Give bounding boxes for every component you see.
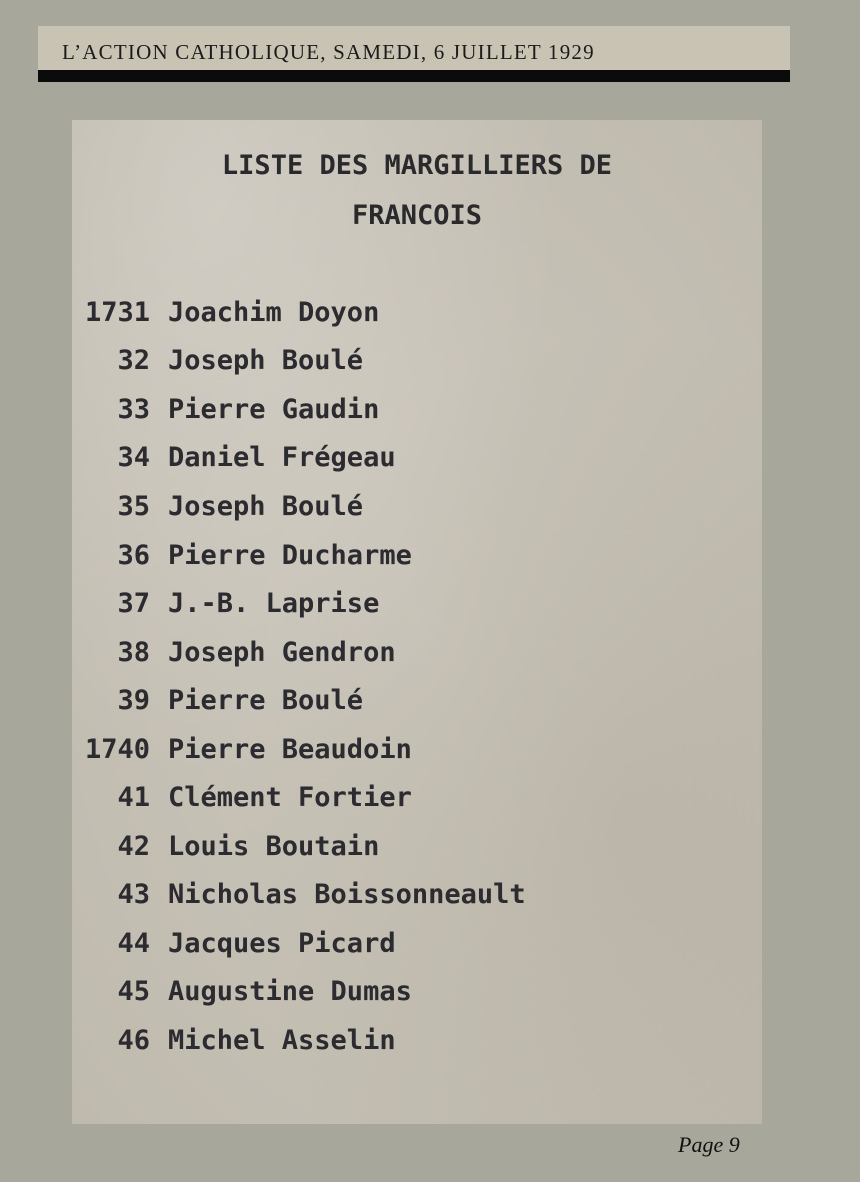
newspaper-masthead	[38, 26, 790, 70]
entry-year: 34	[117, 442, 150, 473]
list-item	[72, 588, 672, 628]
entry-name: Joseph Boulé	[168, 345, 364, 376]
list-item	[72, 831, 672, 871]
entry-name: Pierre Boulé	[168, 685, 364, 716]
entry-year: 36	[117, 540, 150, 571]
entry-name: Joseph Gendron	[168, 637, 396, 668]
entry-year: 38	[117, 637, 150, 668]
list-item	[72, 928, 672, 968]
entry-name: Jacques Picard	[168, 928, 396, 959]
entry-name: Nicholas Boissonneault	[168, 879, 526, 910]
clipping-title-line-1: LISTE DES MARGILLIERS DE	[221, 150, 613, 181]
entry-year: 37	[117, 588, 150, 619]
entry-year: 1740	[84, 734, 150, 765]
entry-year: 32	[117, 345, 150, 376]
entry-year: 1731	[84, 297, 150, 328]
list-item	[72, 540, 672, 580]
list-item	[72, 976, 672, 1016]
list-item	[72, 394, 672, 434]
entry-year: 33	[117, 394, 150, 425]
entry-name: Pierre Gaudin	[168, 394, 380, 425]
entry-year: 44	[117, 928, 150, 959]
entry-name: Michel Asselin	[168, 1025, 396, 1056]
page-number: Page 9	[678, 1132, 740, 1157]
entry-name: J.-B. Laprise	[168, 588, 380, 619]
list-item	[72, 491, 672, 531]
newspaper-clipping	[72, 120, 762, 1124]
list-item	[72, 637, 672, 677]
entry-name: Louis Boutain	[168, 831, 380, 862]
list-item	[72, 879, 672, 919]
entry-name: Joseph Boulé	[168, 491, 364, 522]
list-item	[72, 782, 672, 822]
entry-name: Joachim Doyon	[168, 297, 380, 328]
entry-name: Pierre Beaudoin	[168, 734, 412, 765]
list-item	[72, 345, 672, 385]
entry-name: Daniel Frégeau	[168, 442, 396, 473]
entry-name: Augustine Dumas	[168, 976, 412, 1007]
entry-year: 41	[117, 782, 150, 813]
entry-year: 43	[117, 879, 150, 910]
entry-name: Clément Fortier	[168, 782, 412, 813]
entry-year: 35	[117, 491, 150, 522]
list-item	[72, 1025, 672, 1065]
masthead-title: L’ACTION CATHOLIQUE, SAMEDI, 6 JUILLET 1929	[62, 40, 595, 64]
entry-year: 42	[117, 831, 150, 862]
entry-name: Pierre Ducharme	[168, 540, 412, 571]
clipping-title-line-2: FRANCOIS	[351, 200, 483, 231]
list-item	[72, 685, 672, 725]
entry-year: 45	[117, 976, 150, 1007]
list-item	[72, 442, 672, 482]
list-item	[72, 734, 672, 774]
masthead-rule	[38, 70, 790, 82]
entry-year: 46	[117, 1025, 150, 1056]
entry-year: 39	[117, 685, 150, 716]
list-item	[72, 297, 672, 337]
